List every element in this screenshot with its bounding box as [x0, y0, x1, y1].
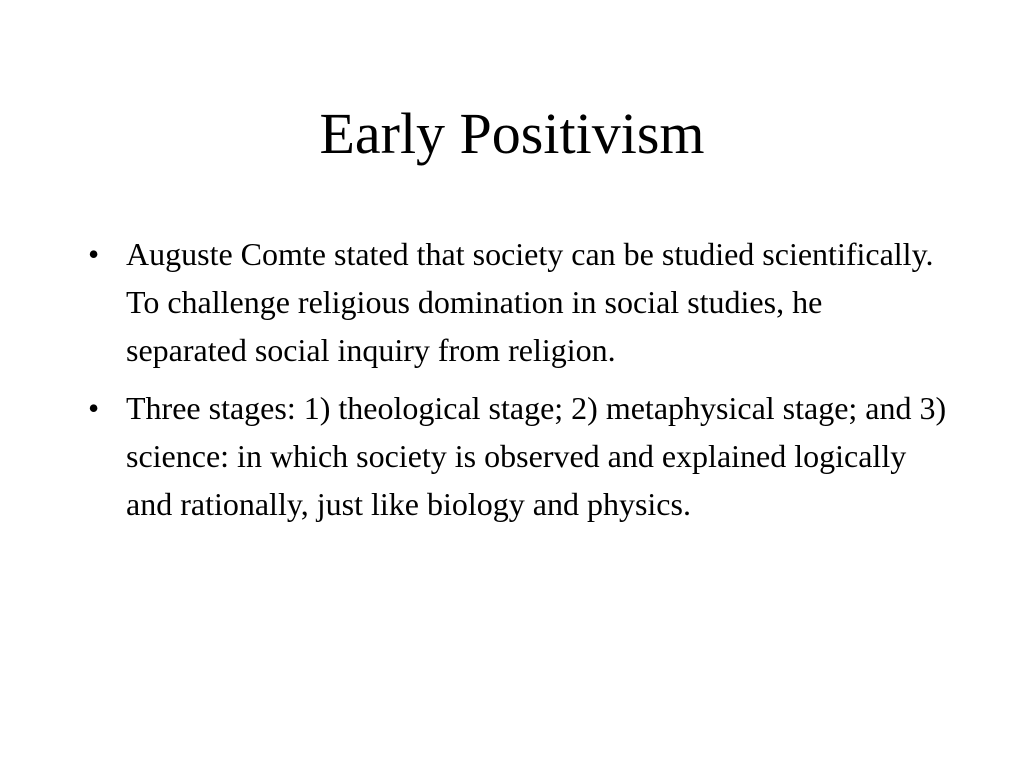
- bullet-item-2: [88, 384, 948, 528]
- slide-title: Early Positivism: [319, 101, 705, 166]
- bullet-text-2: Three stages: 1) theological stage; 2) metaphysical stage; and 3) science: in which society is observed and explained logically and rationally, just like biology and physics.: [126, 390, 947, 522]
- bullet-list: [88, 230, 948, 538]
- bullet-text-1: Auguste Comte stated that society can be studied scientifically. To challenge religious domination in social studies, he separated social inquiry from religion.: [126, 236, 934, 368]
- bullet-dot-icon: •: [88, 390, 100, 426]
- bullet-dot-icon: •: [88, 236, 100, 272]
- bullet-item-1: [88, 230, 948, 374]
